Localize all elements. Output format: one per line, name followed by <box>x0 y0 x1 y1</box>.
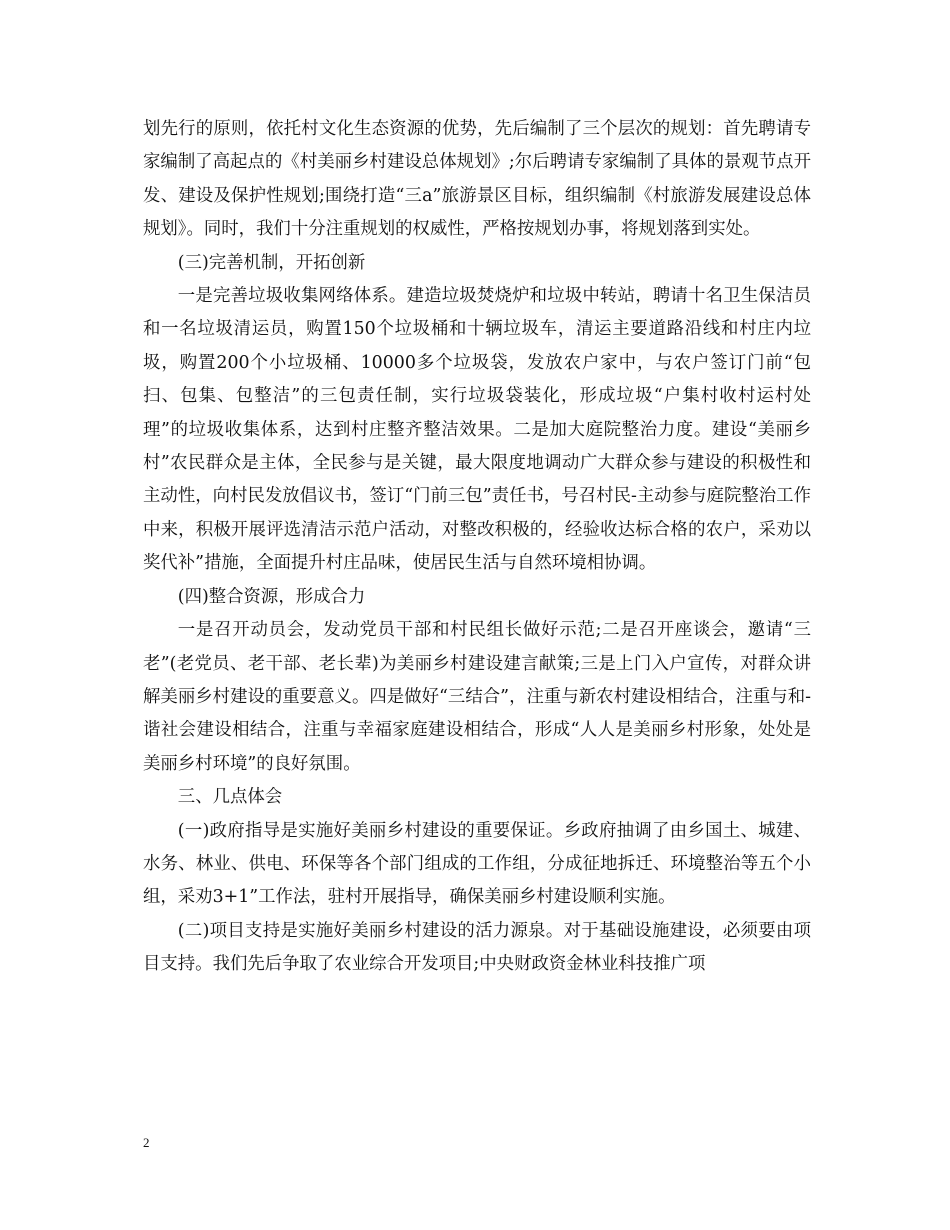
paragraph-planning: 划先行的原则，依托村文化生态资源的优势，先后编制了三个层次的规划：首先聘请专家编制了高起点的《村美丽乡村建设总体规划》;尔后聘请专家编制了具体的景观节点开发、建设及保护性规划;围绕打造“三a”旅游景区目标，组织编制《村旅游发展建设总体规划》。同时，我们十分注重规划的权威性，严格按规划办事，将规划落到实处。 <box>143 119 811 240</box>
paragraph-garbage-collection: 一是完善垃圾收集网络体系。建造垃圾焚烧炉和垃圾中转站，聘请十名卫生保洁员和一名垃圾清运员，购置150个垃圾桶和十辆垃圾车，清运主要道路沿线和村庄内垃圾，购置200个小垃圾桶、10000多个垃圾袋，发放农户家中，与农户签订门前“包扫、包集、包整洁”的三包责任制，实行垃圾袋装化，形成垃圾“户集村收村运村处理”的垃圾收集体系，达到村庄整齐整洁效果。二是加大庭院整治力度。建设“美丽乡村”农民群众是主体，全民参与是关键，最大限度地调动广大群众参与建设的积极性和主动性，向村民发放倡议书，签订“门前三包”责任书，号召村民-主动参与庭院整治工作中来，积极开展评选清洁示范户活动，对整改积极的，经验收达标合格的农户，采劝以奖代补”措施，全面提升村庄品味，使居民生活与自然环境相协调。 <box>143 286 811 574</box>
page-number: 2 <box>143 1135 150 1150</box>
paragraph-project-support: (二)项目支持是实施好美丽乡村建设的活力源泉。对于基础设施建设，必须要由项目支持。我们先后争取了农业综合开发项目;中央财政资金林业科技推广项 <box>143 920 811 975</box>
paragraph-government-guidance: (一)政府指导是实施好美丽乡村建设的重要保证。乡政府抽调了由乡国土、城建、水务、林业、供电、环保等各个部门组成的工作组，分成征地拆迁、环境整治等五个小组，采劝3+1”工作法，驻村开展指导，确保美丽乡村建设顺利实施。 <box>143 820 811 908</box>
heading-resources: (四)整合资源，形成合力 <box>177 586 366 607</box>
heading-experiences: 三、几点体会 <box>177 787 283 808</box>
heading-mechanism: (三)完善机制，开拓创新 <box>177 252 366 273</box>
document-body <box>143 113 811 982</box>
paragraph-mobilization: 一是召开动员会，发动党员干部和村民组长做好示范;二是召开座谈会，邀请“三老”(老党员、老干部、老长辈)为美丽乡村建设建言献策;三是上门入户宣传，对群众讲解美丽乡村建设的重要意义。四是做好“三结合”，注重与新农村建设相结合，注重与和-谐社会建设相结合，注重与幸福家庭建设相结合，形成“人人是美丽乡村形象，处处是美丽乡村环境”的良好氛围。 <box>143 620 811 774</box>
